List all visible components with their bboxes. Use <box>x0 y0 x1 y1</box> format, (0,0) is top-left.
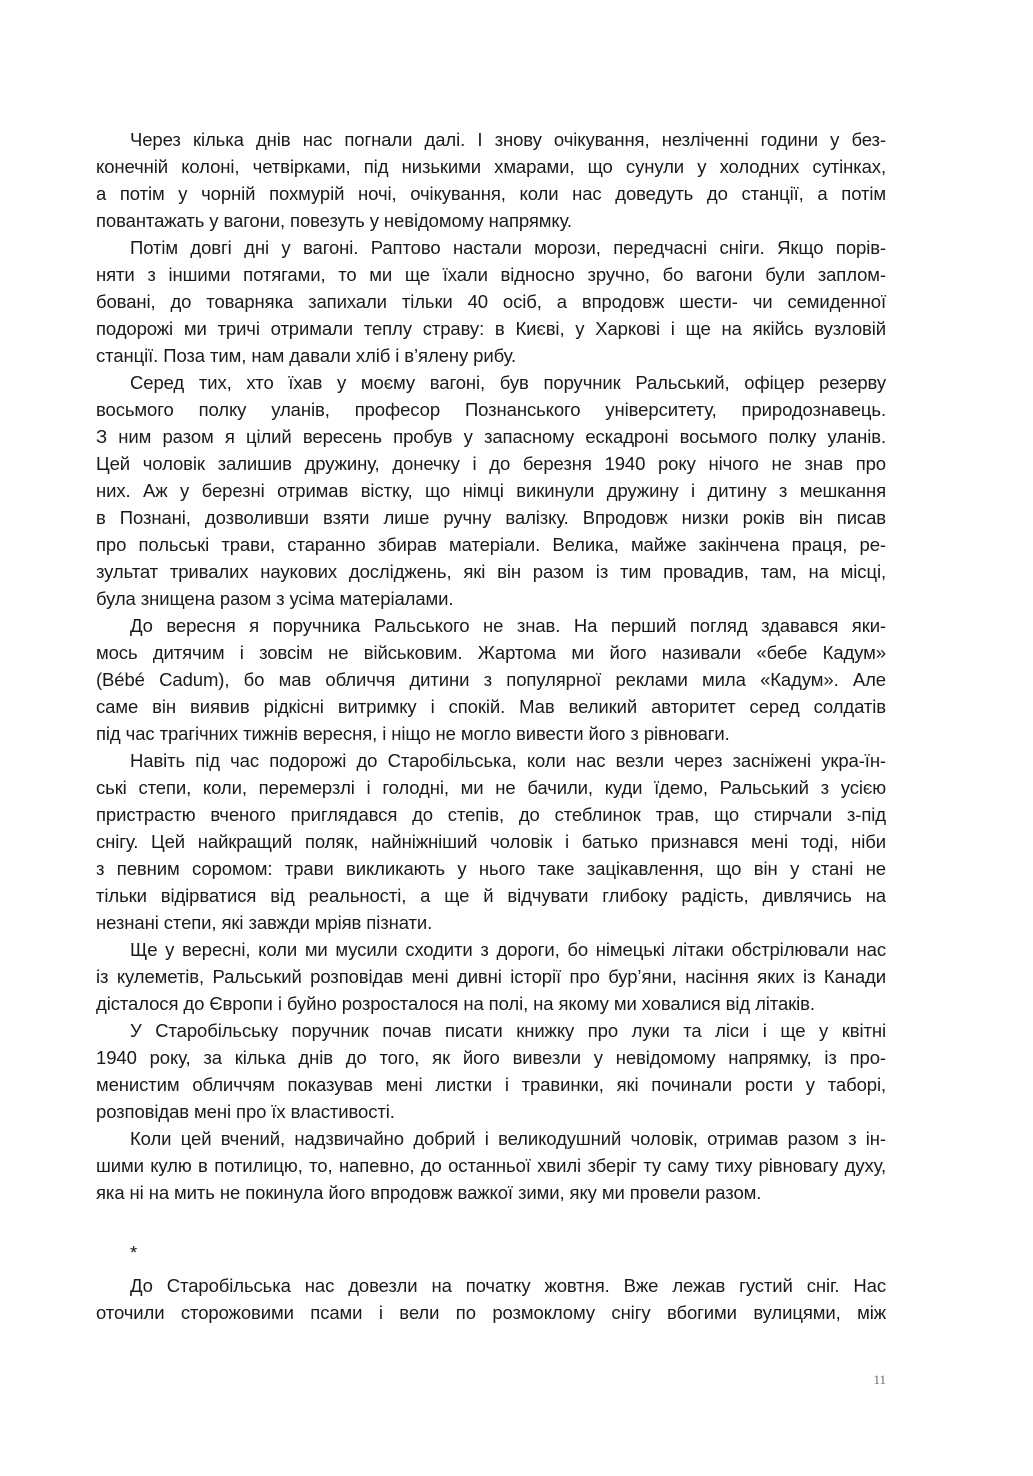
paragraph-5-line: Навіть під час подорожі до Старобільська, коли нас везли через засніжені укра-їн- <box>130 750 886 771</box>
paragraph-3-line: Серед тих, хто їхав у моєму вагоні, був поручник Ральський, офіцер резерву <box>130 372 886 393</box>
paragraph-6-line: із кулеметів, Ральський розповідав мені дивні історії про бур’яни, насіння яких із Канади <box>96 966 886 987</box>
paragraph-3-line: зультат тривалих наукових досліджень, які він разом із тим провадив, там, на місці, <box>96 561 886 582</box>
paragraph-8-line: шими кулю в потилицю, то, напевно, до останньої хвилі зберіг ту саму тиху рівновагу духу, <box>96 1155 886 1176</box>
paragraph-3-line: З ним разом я цілий вересень пробув у запасному ескадроні восьмого полку уланів. <box>96 426 886 447</box>
paragraph-5-line: з певним соромом: трави викликають у нього таке зацікавлення, що він у стані не <box>96 858 886 879</box>
paragraph-7-line: розповідав мені про їх властивості. <box>96 1101 395 1122</box>
paragraph-6-line: дісталося до Європи і буйно розросталося на полі, на якому ми ховалися від літаків. <box>96 993 815 1014</box>
paragraph-4-line: До вересня я поручника Ральського не знав. На перший погляд здавався яки- <box>130 615 886 636</box>
page-number: 11 <box>873 1372 886 1387</box>
section-separator: * <box>130 1242 138 1263</box>
section-gap <box>96 1206 886 1239</box>
paragraph-4-line: (Bébé Cadum), бо мав обличчя дитини з популярної реклами мила «Кадум». Але <box>96 669 886 690</box>
paragraph-5-line: снігу. Цей найкращий поляк, найніжніший чоловік і батько признався мені тоді, ніби <box>96 831 886 852</box>
paragraph-3-line: восьмого полку уланів, професор Познанського університету, природознавець. <box>96 399 886 420</box>
paragraph-3-line: про польські трави, старанно збирав матеріали. Велика, майже закінчена праця, ре- <box>96 534 886 555</box>
paragraph-8-line: яка ні на мить не покинула його впродовж важкої зими, яку ми провели разом. <box>96 1182 762 1203</box>
paragraph-8-line: Коли цей вчений, надзвичайно добрий і великодушний чоловік, отримав разом з ін- <box>130 1128 886 1149</box>
paragraph-3-line: в Познані, дозволивши взяти лише ручну валізку. Впродовж низки років він писав <box>96 507 886 528</box>
paragraph-5-line: тільки відірватися від реальності, а ще й відчувати глибоку радість, дивлячись на <box>96 885 886 906</box>
paragraph-1-line: Через кілька днів нас погнали далі. І знову очікування, незліченні години у без- <box>130 129 886 150</box>
paragraph-3-line: була знищена разом з усіма матеріалами. <box>96 588 454 609</box>
final-paragraph-line: оточили сторожовими псами і вели по розмоклому снігу вбогими вулицями, між <box>96 1302 886 1323</box>
paragraph-1-line: повантажать у вагони, повезуть у невідомому напрямку. <box>96 210 572 231</box>
paragraph-1-line: конечній колоні, четвірками, під низькими хмарами, що сунули у холодних сутінках, <box>96 156 886 177</box>
paragraph-4-line: саме він виявив рідкісні витримку і спокій. Мав великий авторитет серед солдатів <box>96 696 886 717</box>
paragraph-7-line: 1940 року, за кілька днів до того, як його вивезли у невідомому напрямку, із про- <box>96 1047 886 1068</box>
body-text <box>96 126 886 1326</box>
paragraph-3-line: Цей чоловік залишив дружину, донечку і до березня 1940 року нічого не знав про <box>96 453 886 474</box>
paragraph-4-line: під час трагічних тижнів вересня, і ніщо не могло вивести його з рівноваги. <box>96 723 730 744</box>
paragraph-5-line: ські степи, коли, перемерзлі і голодні, ми не бачили, куди їдемо, Ральський з усією <box>96 777 886 798</box>
paragraph-5-line: пристрастю вченого приглядався до степів, до стеблинок трав, що стирчали з-під <box>96 804 886 825</box>
paragraph-2-line: няти з іншими потягами, то ми ще їхали відносно зручно, бо вагони були заплом- <box>96 264 886 285</box>
paragraph-7-line: У Старобільську поручник почав писати книжку про луки та ліси і ще у квітні <box>130 1020 886 1041</box>
paragraph-5-line: незнані степи, які завжди мріяв пізнати. <box>96 912 433 933</box>
paragraph-6-line: Ще у вересні, коли ми мусили сходити з дороги, бо німецькі літаки обстрілювали нас <box>130 939 886 960</box>
paragraph-7-line: менистим обличчям показував мені листки і травинки, які починали рости у таборі, <box>96 1074 886 1095</box>
paragraph-1-line: а потім у чорній похмурій ночі, очікування, коли нас доведуть до станції, а потім <box>96 183 886 204</box>
paragraph-2-line: станції. Поза тим, нам давали хліб і в’ялену рибу. <box>96 345 517 366</box>
paragraph-2-line: Потім довгі дні у вагоні. Раптово настали морози, передчасні сніги. Якщо порів- <box>130 237 886 258</box>
final-paragraph-line: До Старобільська нас довезли на початку жовтня. Вже лежав густий сніг. Нас <box>130 1275 886 1296</box>
paragraph-2-line: бовані, до товарняка запихали тільки 40 осіб, а впродовж шести- чи семиденної <box>96 291 886 312</box>
paragraph-2-line: подорожі ми тричі отримали теплу страву: в Києві, у Харкові і ще на якійсь вузловій <box>96 318 886 339</box>
paragraph-3-line: них. Аж у березні отримав вістку, що німці викинули дружину і дитину з мешкання <box>96 480 886 501</box>
paragraph-4-line: мось дитячим і зовсім не військовим. Жартома ми його називали «бебе Кадум» <box>96 642 886 663</box>
